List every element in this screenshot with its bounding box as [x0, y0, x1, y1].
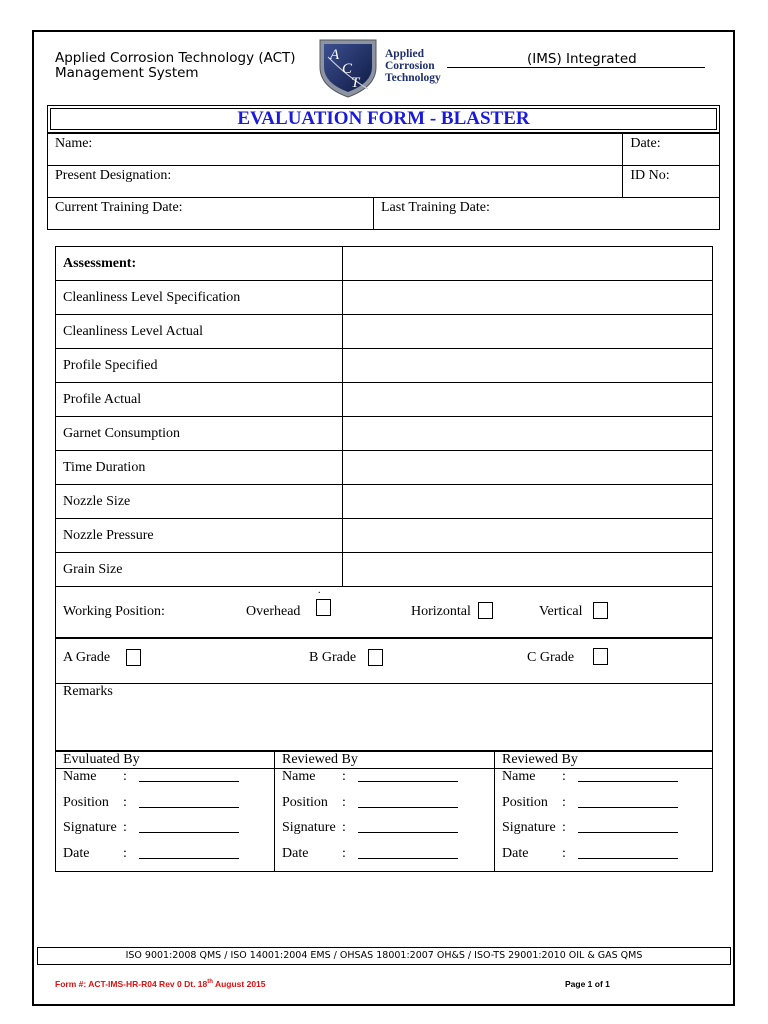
- form-number: [55, 979, 266, 989]
- logo-letter-c: C: [342, 61, 353, 77]
- signature-line[interactable]: Signature :: [502, 820, 705, 846]
- company-line-2: Management System: [55, 65, 199, 81]
- date-field[interactable]: Date:: [623, 134, 720, 166]
- act-shield-logo: [318, 37, 378, 99]
- position-line[interactable]: Position :: [282, 795, 487, 821]
- page-number: Page 1 of 1: [565, 979, 610, 989]
- overhead-checkbox[interactable]: [316, 599, 331, 616]
- table-row: [56, 349, 713, 383]
- assessment-value-cell[interactable]: [343, 315, 713, 349]
- signature-line[interactable]: Signature :: [63, 820, 267, 846]
- assessment-item: Nozzle Size: [56, 485, 343, 519]
- evaluated-by-header: Evuluated By: [56, 752, 275, 769]
- table-row: [56, 315, 713, 349]
- assessment-item: Nozzle Pressure: [56, 519, 343, 553]
- table-row: [56, 553, 713, 587]
- reviewed-by-fields-2: [495, 769, 713, 872]
- grade-row: [55, 638, 713, 684]
- a-grade-checkbox[interactable]: [126, 649, 141, 666]
- assessment-value-cell[interactable]: [343, 383, 713, 417]
- evaluated-by-fields: [56, 769, 275, 872]
- employee-info-table: [47, 133, 720, 230]
- reviewed-by-header-2: Reviewed By: [495, 752, 713, 769]
- signature-line[interactable]: Signature :: [282, 820, 487, 846]
- remarks-box[interactable]: [55, 684, 713, 751]
- horizontal-label: Horizontal: [411, 604, 471, 619]
- assessment-item: Profile Actual: [56, 383, 343, 417]
- date-line[interactable]: Date :: [63, 846, 267, 872]
- form-number-sup: th: [207, 979, 213, 986]
- date-line[interactable]: Date :: [502, 846, 705, 872]
- logo-word-corrosion: Corrosion: [385, 60, 435, 72]
- vertical-label: Vertical: [539, 604, 583, 619]
- b-grade-checkbox[interactable]: [368, 649, 383, 666]
- form-number-text: Form #: ACT-IMS-HR-R04 Rev 0 Dt. 18: [55, 979, 208, 989]
- table-row: [56, 383, 713, 417]
- assessment-item: Garnet Consumption: [56, 417, 343, 451]
- company-line-1: Applied Corrosion Technology (ACT): [55, 50, 296, 66]
- remarks-label: Remarks: [63, 684, 113, 699]
- logo-word-technology: Technology: [385, 72, 441, 84]
- assessment-item: Grain Size: [56, 553, 343, 587]
- logo-letter-a: A: [330, 47, 340, 63]
- table-row: [56, 519, 713, 553]
- assessment-item: Cleanliness Level Actual: [56, 315, 343, 349]
- assessment-value-cell[interactable]: [343, 281, 713, 315]
- assessment-value-cell[interactable]: [343, 485, 713, 519]
- position-line[interactable]: Position :: [63, 795, 267, 821]
- assessment-value-cell[interactable]: [343, 451, 713, 485]
- header-underline: [447, 67, 705, 68]
- table-row: [56, 417, 713, 451]
- reviewed-by-fields-1: [275, 769, 495, 872]
- assessment-item: Profile Specified: [56, 349, 343, 383]
- assessment-value-cell[interactable]: [343, 553, 713, 587]
- position-line[interactable]: Position :: [502, 795, 705, 821]
- b-grade-label: B Grade: [309, 650, 357, 665]
- assessment-value-cell[interactable]: [343, 519, 713, 553]
- reviewed-by-header-1: Reviewed By: [275, 752, 495, 769]
- name-field[interactable]: Name:: [48, 134, 623, 166]
- iso-standards-bar: ISO 9001:2008 QMS / ISO 14001:2004 EMS / OHSAS 18001:2007 OH&S / ISO-TS 29001:2010 OIL & GAS QMS: [37, 947, 731, 965]
- name-line[interactable]: Name :: [502, 769, 705, 795]
- assessment-value-cell[interactable]: [343, 247, 713, 281]
- form-title: EVALUATION FORM - BLASTER: [50, 108, 717, 130]
- last-training-date-field[interactable]: Last Training Date:: [374, 198, 720, 230]
- vertical-checkbox[interactable]: [593, 602, 608, 619]
- working-position-label: Working Position:: [63, 604, 165, 619]
- date-line[interactable]: Date :: [282, 846, 487, 872]
- assessment-value-cell[interactable]: [343, 417, 713, 451]
- name-line[interactable]: Name :: [63, 769, 267, 795]
- table-row: [56, 281, 713, 315]
- assessment-item: Cleanliness Level Specification: [56, 281, 343, 315]
- assessment-header: Assessment:: [56, 247, 343, 281]
- assessment-value-cell[interactable]: [343, 349, 713, 383]
- current-training-date-field[interactable]: Current Training Date:: [48, 198, 374, 230]
- id-no-field[interactable]: ID No:: [623, 166, 720, 198]
- horizontal-checkbox[interactable]: [478, 602, 493, 619]
- assessment-table: [55, 246, 713, 587]
- company-name: [55, 51, 296, 81]
- logo-letter-t: T: [351, 75, 360, 91]
- table-row: [56, 451, 713, 485]
- title-box: [47, 105, 720, 133]
- name-line[interactable]: Name :: [282, 769, 487, 795]
- form-number-tail: August 2015: [212, 979, 266, 989]
- a-grade-label: A Grade: [63, 650, 111, 665]
- ims-label: (IMS) Integrated: [527, 51, 637, 67]
- working-position-row: [55, 587, 713, 638]
- c-grade-checkbox[interactable]: [593, 648, 608, 665]
- table-row: [56, 485, 713, 519]
- c-grade-label: C Grade: [527, 650, 575, 665]
- overhead-label: Overhead: [246, 604, 301, 619]
- assessment-item: Time Duration: [56, 451, 343, 485]
- assessment-header-row: [56, 247, 713, 281]
- logo-wordmark: [385, 48, 441, 84]
- stray-dot: .: [318, 585, 321, 596]
- logo-word-applied: Applied: [385, 48, 424, 60]
- signoff-table: [55, 751, 713, 872]
- designation-field[interactable]: Present Designation:: [48, 166, 623, 198]
